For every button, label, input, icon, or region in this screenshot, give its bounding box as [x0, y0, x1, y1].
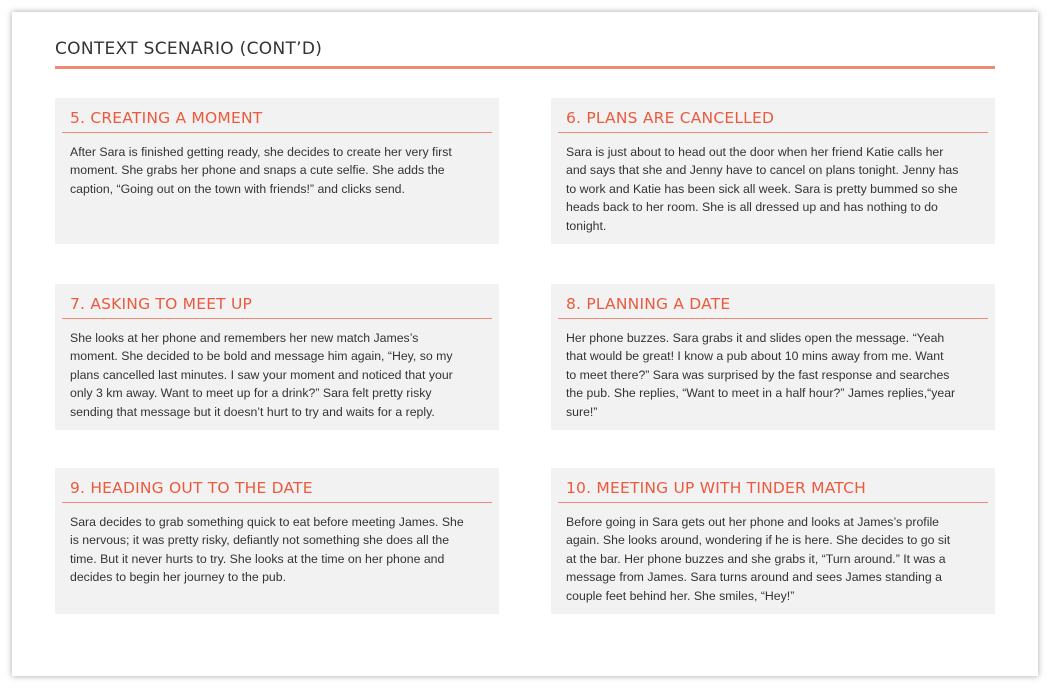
- card-body: Sara decides to grab something quick to eat before meeting James. She is nervous; it was pretty risky, defiantly not something she does all the time. But it never hurts to try. She looks at the time on her phone and decides to begin her journey to the pub.: [70, 515, 464, 585]
- card-body: Sara is just about to head out the door when her friend Katie calls her and says that she and Jenny have to cancel on plans tonight. Jenny has to work and Katie has been sick all week. Sara is pretty bummed so she heads back to her room. She is all dressed up and has nothing to do tonight.: [566, 145, 959, 233]
- card-heading-rule: [62, 318, 492, 319]
- card-heading-rule: [62, 502, 492, 503]
- scenario-card-6: [551, 98, 995, 244]
- scenario-card-8: [551, 284, 995, 430]
- scenario-card-5: [55, 98, 499, 244]
- scenario-card-9: [55, 468, 499, 614]
- card-body: After Sara is finished getting ready, she decides to create her very first moment. She grabs her phone and snaps a cute selfie. She adds the caption, “Going out on the town with friends!” and clicks send.: [70, 145, 452, 196]
- title-underline: [55, 66, 995, 69]
- scenario-card-10: [551, 468, 995, 614]
- card-heading-rule: [558, 132, 988, 133]
- card-heading-rule: [62, 132, 492, 133]
- card-heading-rule: [558, 502, 988, 503]
- card-heading: 5. CREATING A MOMENT: [70, 109, 263, 127]
- card-body: Her phone buzzes. Sara grabs it and slides open the message. “Yeah that would be great! I know a pub about 10 mins away from me. Want to meet there?” Sara was surprised by the fast response and searches the pub. She replies, “Want to meet in a half hour?” James replies,“year sure!”: [566, 331, 956, 419]
- card-heading: 7. ASKING TO MEET UP: [70, 295, 253, 313]
- card-body: Before going in Sara gets out her phone and looks at James’s profile again. She looks around, wondering if he is here. She decides to go sit at the bar. Her phone buzzes and she grabs it, “Turn around.” It was a message from James. Sara turns around and sees James standing a couple feet behind her. She smiles, “Hey!”: [566, 515, 951, 603]
- card-body: She looks at her phone and remembers her new match James’s moment. She decided to be bold and message him again, “Hey, so my plans cancelled last minutes. I saw your moment and noticed that your only 3 km away. Want to meet up for a drink?” Sara felt pretty risky sending that message but it doesn’t hurt to try and waits for a reply.: [70, 331, 453, 419]
- card-heading: 10. MEETING UP WITH TINDER MATCH: [566, 479, 866, 497]
- card-heading: 8. PLANNING A DATE: [566, 295, 731, 313]
- scenario-card-7: [55, 284, 499, 430]
- card-heading: 6. PLANS ARE CANCELLED: [566, 109, 775, 127]
- card-heading-rule: [558, 318, 988, 319]
- page-title: CONTEXT SCENARIO (CONT’D): [55, 39, 323, 59]
- card-heading: 9. HEADING OUT TO THE DATE: [70, 479, 313, 497]
